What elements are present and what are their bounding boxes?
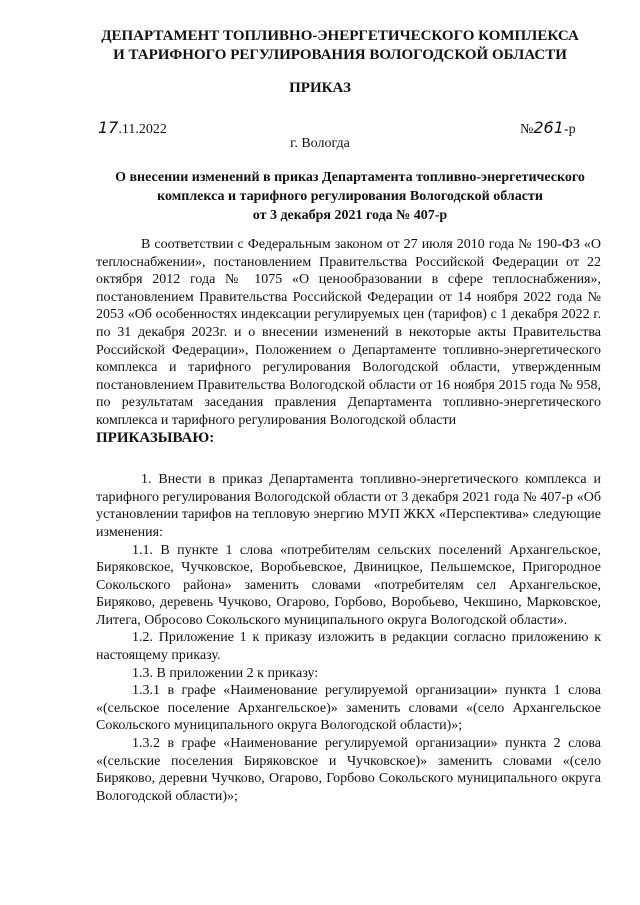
- item-1-1: 1.1. В пункте 1 слова «потребителям сельских поселений Архангельское, Биряковское, Чучковское, Воробьевское, Двиницкое, Пельшемское, Пригородное Сокольского района» заменить словами «потребителям сел Архангельское, Биряково, деревень Чучково, Огарово, Горбово, Воробьево, Чекшино, Марковское, Литега, Обросово Сокольского муниципального округа Вологодской области».: [96, 542, 601, 628]
- number-handwritten: 261: [533, 118, 564, 137]
- document-type: ПРИКАЗ: [289, 80, 351, 96]
- subject-line-3: от 3 декабря 2021 года № 407-р: [252, 208, 448, 223]
- order-date: [98, 118, 167, 138]
- subject-line-1: О внесении изменений в приказ Департамента топливно-энергетического: [115, 170, 585, 185]
- item-1-3-2: 1.3.2 в графе «Наименование регулируемой организации» пункта 2 слова «(сельские поселения Биряковское и Чучковское)» заменить словами «(село Биряково, деревни Чучково, Огарово, Горбово Сокольского муниципального округа Вологодской области)»;: [96, 736, 601, 804]
- number-suffix: -р: [563, 122, 576, 137]
- item-1-3-1: 1.3.1 в графе «Наименование регулируемой организации» пункта 1 слова «(сельское поселение Архангельское)» заменить словами «(село Архангельское Сокольского муниципального округа Вологодской области)»;: [96, 683, 601, 734]
- item-1: 1. Внести в приказ Департамента топливно-энергетического комплекса и тарифного регулирования Вологодской области от 3 декабря 2021 года № 407-р «Об установлении тарифов на тепловую энергию МУП ЖКХ «Перспектива» следующие изменения:: [96, 472, 601, 540]
- header-line-2: И ТАРИФНОГО РЕГУЛИРОВАНИЯ ВОЛОГОДСКОЙ ОБЛАСТИ: [113, 47, 567, 63]
- item-1-3: 1.3. В приложении 2 к приказу:: [132, 665, 319, 681]
- preamble: В соответствии с Федеральным законом от 27 июля 2010 года № 190-ФЗ «О теплоснабжении», постановлением Правительства Российской Федерации от 22 октября 2012 года № 1075 «О ценообразовании в сфере теплоснабжения», постановлением Правительства Российской Федерации от 14 ноября 2022 года № 2053 «Об особенностях индексации регулируемых цен (тарифов) с 1 декабря 2022 г. по 31 декабря 2023г. и о внесении изменений в некоторые акты Правительства Российской Федерации», Положением о Департаменте топливно-энергетического комплекса и тарифного регулирования Вологодской области, утвержденным постановлением Правительства Вологодской области от 16 ноября 2015 года № 958, по результатам заседания правления Департамента топливно-энергетического комплекса и тарифного регулирования Вологодской области: [96, 237, 601, 428]
- city: г. Вологда: [290, 136, 350, 151]
- item-1-2: 1.2. Приложение 1 к приказу изложить в редакции согласно приложению к настоящему приказу.: [96, 630, 601, 664]
- order-number: [520, 118, 576, 138]
- number-sign: №: [520, 122, 534, 137]
- department-header: [70, 27, 610, 65]
- order-subject: [90, 168, 610, 225]
- subject-line-2: комплекса и тарифного регулирования Вологодской области: [157, 189, 543, 204]
- date-month-year: .11.2022: [118, 122, 167, 137]
- document-body: [96, 236, 601, 805]
- header-line-1: ДЕПАРТАМЕНТ ТОПЛИВНО-ЭНЕРГЕТИЧЕСКОГО КОМПЛЕКСА: [101, 28, 579, 44]
- order-word: ПРИКАЗЫВАЮ:: [96, 429, 215, 446]
- date-day-handwritten: 17: [98, 118, 119, 137]
